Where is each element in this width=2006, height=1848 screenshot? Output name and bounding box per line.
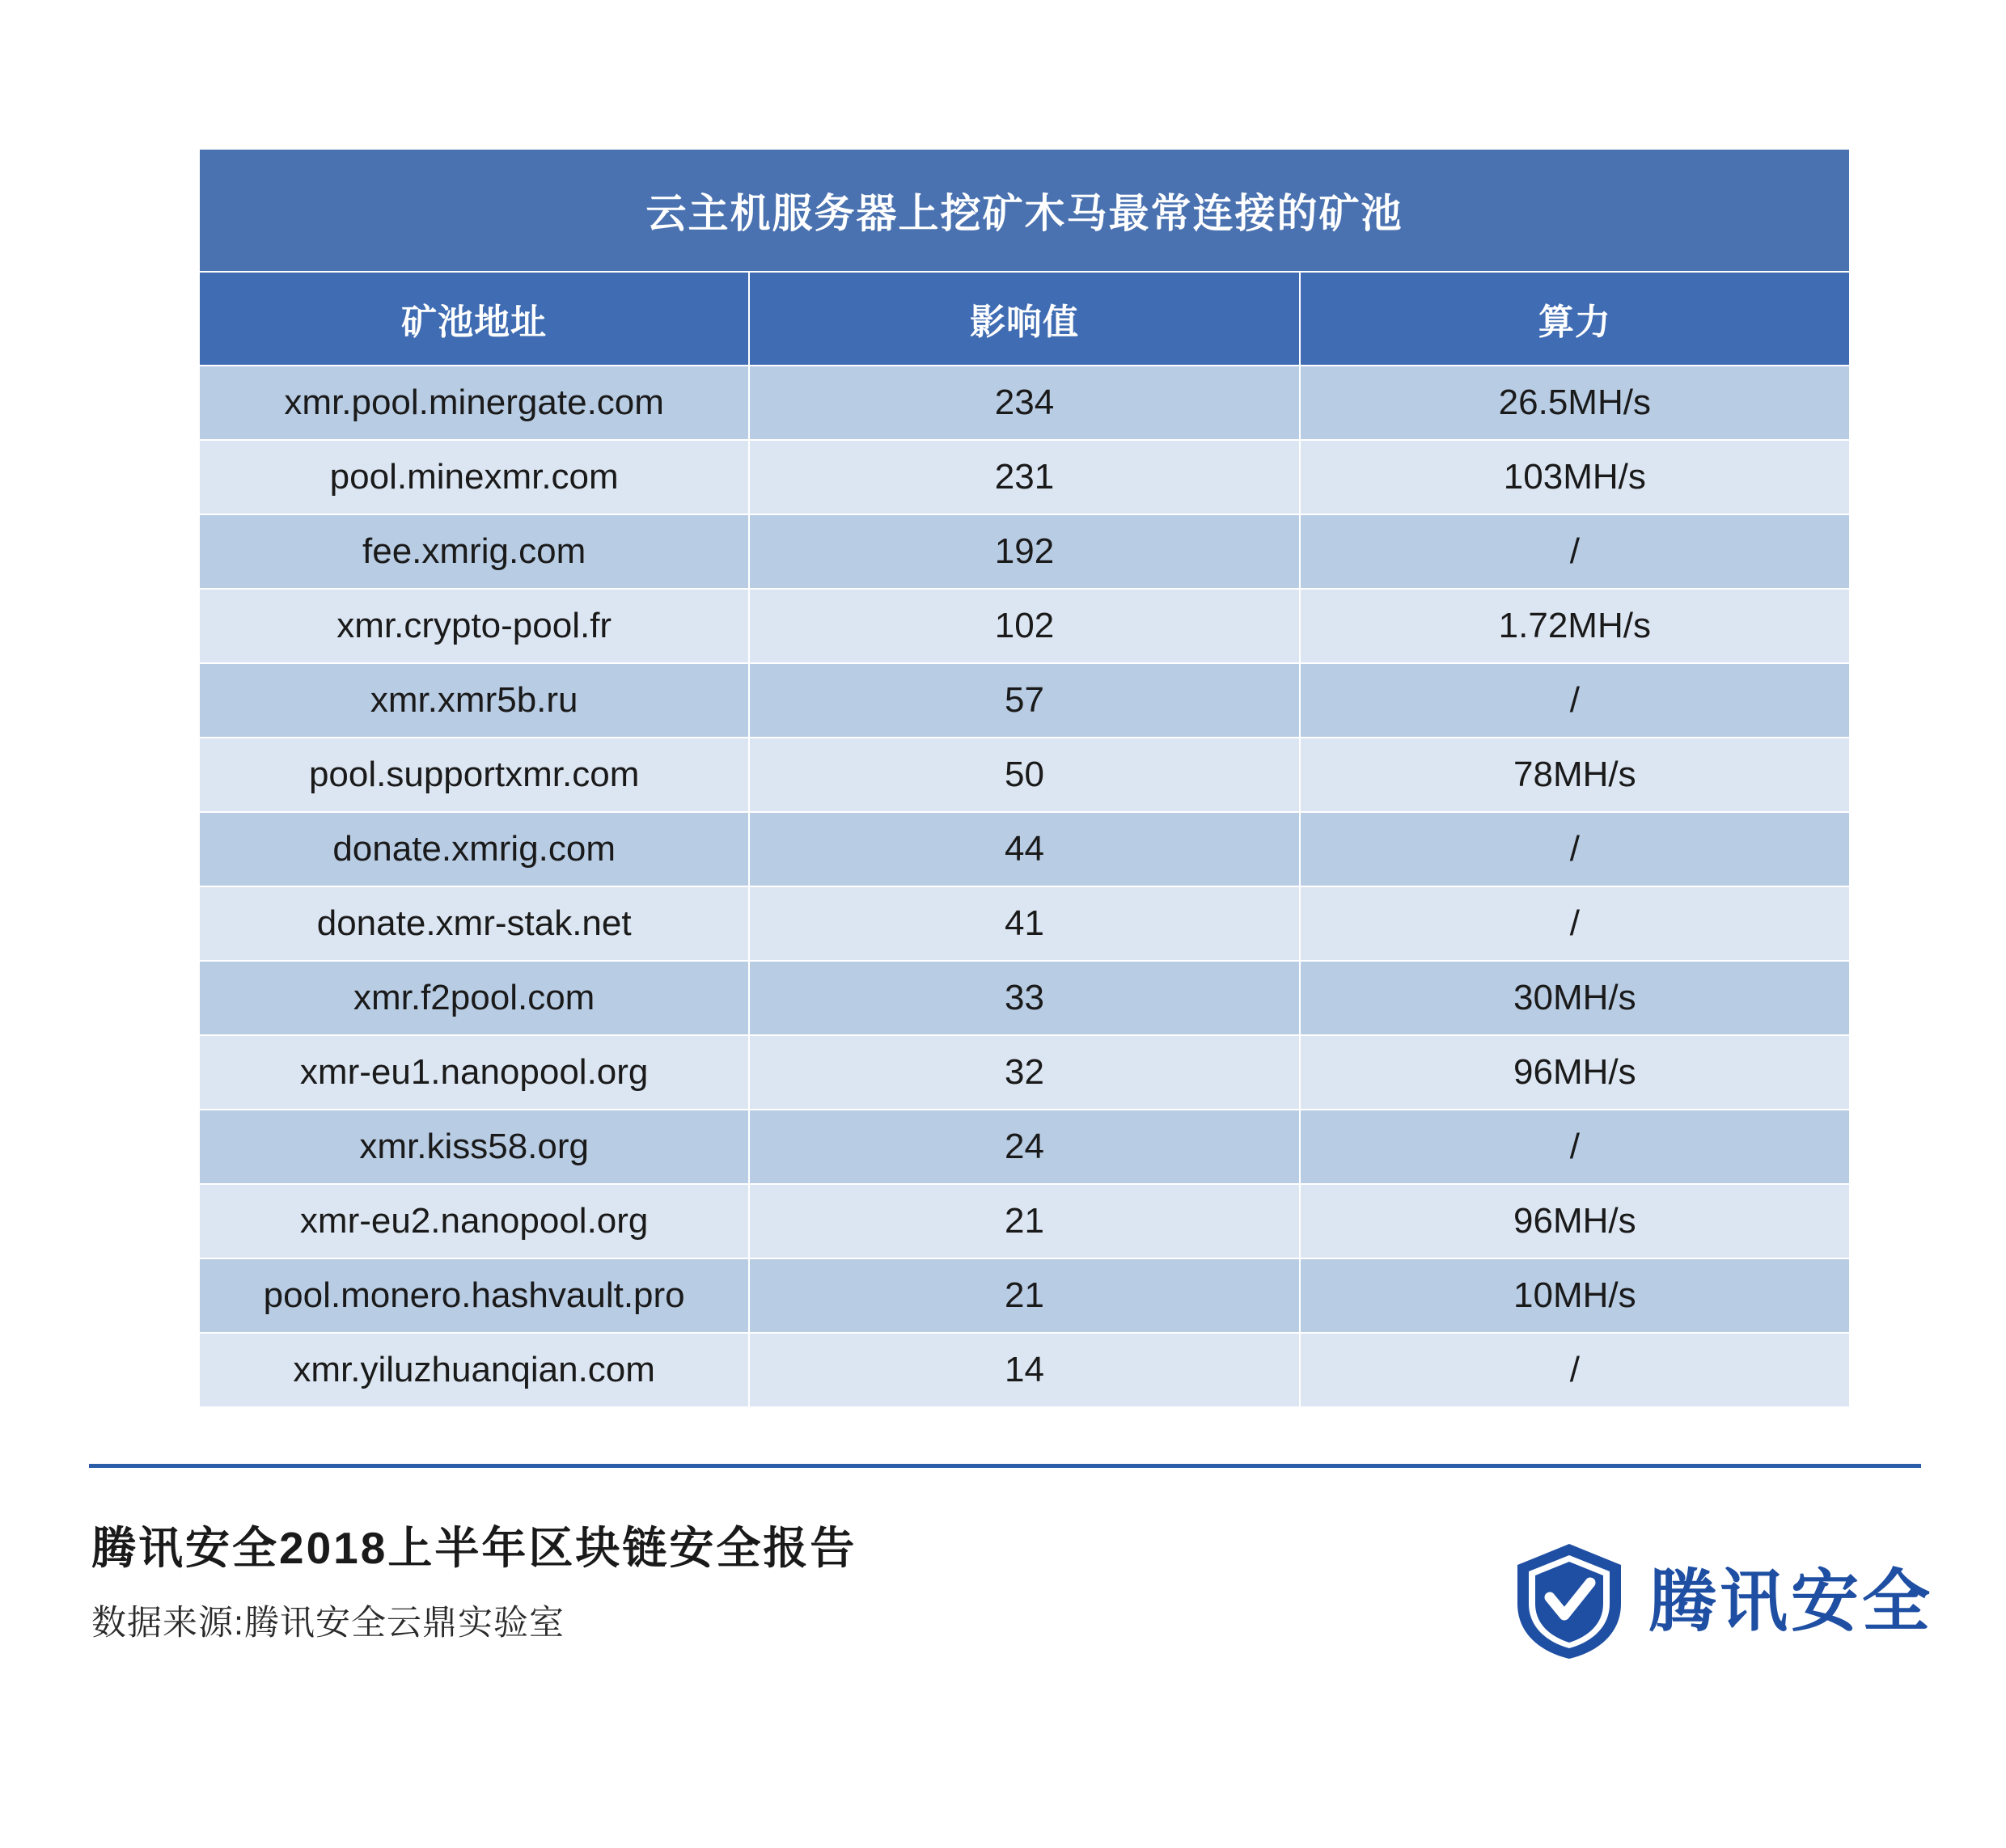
cell-impact: 33	[749, 961, 1299, 1035]
cell-impact: 14	[749, 1333, 1299, 1407]
cell-hashrate: /	[1300, 812, 1850, 886]
table-row	[199, 514, 1850, 589]
cell-impact: 234	[749, 366, 1299, 440]
cell-impact: 32	[749, 1035, 1299, 1110]
data-source: 数据来源:腾讯安全云鼎实验室	[91, 1603, 565, 1643]
cell-hashrate: /	[1300, 514, 1850, 589]
footer-divider	[89, 1464, 1921, 1468]
column-header-hashrate: 算力	[1300, 272, 1850, 366]
brand-lockup	[1513, 1541, 1933, 1662]
cell-address: xmr.pool.minergate.com	[199, 366, 749, 440]
cell-address: donate.xmr-stak.net	[199, 886, 749, 961]
cell-address: xmr-eu2.nanopool.org	[199, 1184, 749, 1258]
cell-address: xmr.xmr5b.ru	[199, 663, 749, 738]
cell-address: xmr.kiss58.org	[199, 1110, 749, 1184]
cell-impact: 102	[749, 589, 1299, 663]
table-row	[199, 440, 1850, 514]
mining-pool-table	[198, 148, 1851, 1408]
cell-address: xmr-eu1.nanopool.org	[199, 1035, 749, 1110]
cell-hashrate: 1.72MH/s	[1300, 589, 1850, 663]
cell-impact: 41	[749, 886, 1299, 961]
table-row	[199, 589, 1850, 663]
table-head	[199, 149, 1850, 366]
table-row	[199, 1035, 1850, 1110]
table-title: 云主机服务器上挖矿木马最常连接的矿池	[199, 149, 1850, 272]
cell-hashrate: /	[1300, 663, 1850, 738]
table-body	[199, 366, 1850, 1407]
cell-address: xmr.f2pool.com	[199, 961, 749, 1035]
cell-hashrate: /	[1300, 1110, 1850, 1184]
cell-hashrate: 30MH/s	[1300, 961, 1850, 1035]
table-row	[199, 663, 1850, 738]
cell-address: fee.xmrig.com	[199, 514, 749, 589]
cell-address: pool.minexmr.com	[199, 440, 749, 514]
table-header-row	[199, 272, 1850, 366]
cell-impact: 57	[749, 663, 1299, 738]
cell-impact: 192	[749, 514, 1299, 589]
cell-impact: 21	[749, 1184, 1299, 1258]
table-title-row	[199, 149, 1850, 272]
cell-hashrate: /	[1300, 1333, 1850, 1407]
table-row	[199, 1258, 1850, 1333]
cell-address: pool.monero.hashvault.pro	[199, 1258, 749, 1333]
cell-impact: 21	[749, 1258, 1299, 1333]
pool-table-container	[198, 148, 1851, 1408]
table-row	[199, 738, 1850, 812]
cell-hashrate: 26.5MH/s	[1300, 366, 1850, 440]
cell-hashrate: 10MH/s	[1300, 1258, 1850, 1333]
cell-address: xmr.crypto-pool.fr	[199, 589, 749, 663]
table-row	[199, 961, 1850, 1035]
cell-address: donate.xmrig.com	[199, 812, 749, 886]
cell-address: xmr.yiluzhuanqian.com	[199, 1333, 749, 1407]
cell-impact: 50	[749, 738, 1299, 812]
cell-impact: 24	[749, 1110, 1299, 1184]
table-row	[199, 1184, 1850, 1258]
table-row	[199, 812, 1850, 886]
table-row	[199, 886, 1850, 961]
brand-name: 腾讯安全	[1648, 1563, 1933, 1639]
cell-hashrate: 96MH/s	[1300, 1035, 1850, 1110]
cell-hashrate: 103MH/s	[1300, 440, 1850, 514]
cell-impact: 44	[749, 812, 1299, 886]
tencent-security-shield-icon	[1513, 1541, 1626, 1662]
column-header-impact: 影响值	[749, 272, 1299, 366]
cell-hashrate: /	[1300, 886, 1850, 961]
cell-hashrate: 78MH/s	[1300, 738, 1850, 812]
table-row	[199, 1110, 1850, 1184]
cell-address: pool.supportxmr.com	[199, 738, 749, 812]
cell-hashrate: 96MH/s	[1300, 1184, 1850, 1258]
report-title: 腾讯安全2018上半年区块链安全报告	[91, 1523, 857, 1573]
table-row	[199, 366, 1850, 440]
cell-impact: 231	[749, 440, 1299, 514]
table-row	[199, 1333, 1850, 1407]
column-header-address: 矿池地址	[199, 272, 749, 366]
